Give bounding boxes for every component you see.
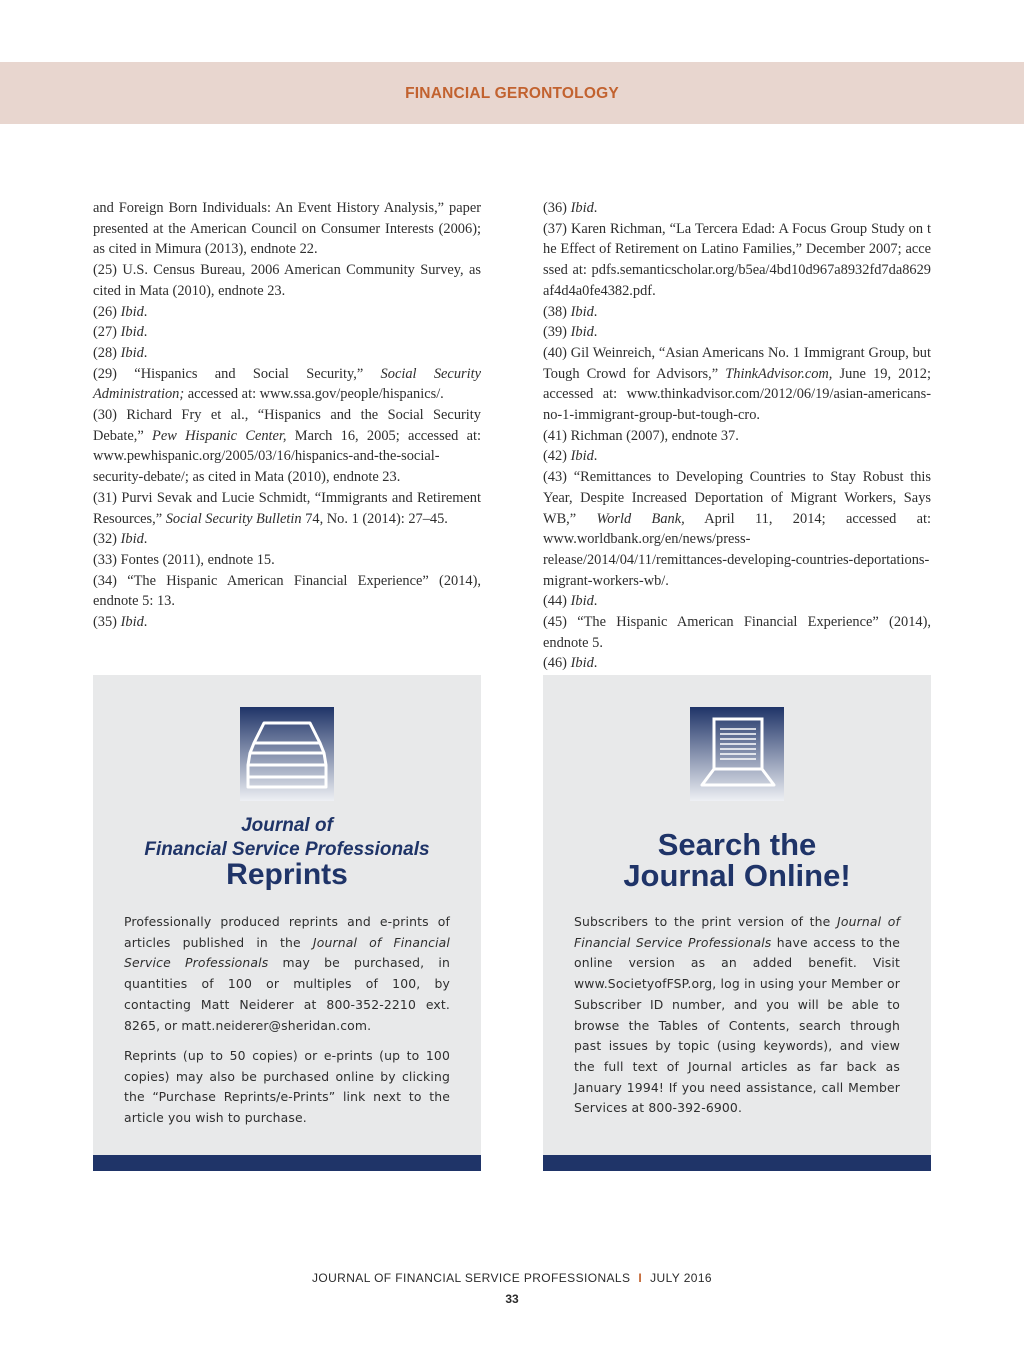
footer-journal-line [0,1271,1024,1285]
footer-date: JULY 2016 [650,1271,713,1285]
page-number: 33 [505,1292,519,1306]
reference-item: (28) Ibid. [93,344,148,361]
reference-item: (29) “Hispanics and Social Security,” Social Security Administration; accessed at: www.ssa.gov/people/hispanics/. [93,365,482,403]
references-left-column [93,198,481,633]
reference-item: (36) Ibid. [543,200,598,216]
reprints-paragraph-2: Reprints (up to 50 copies) or e-prints (up to 100 copies) may also be purchased online by clicking the “Purchase Reprints/e-Prints” link next to the article you wish to purchase. [124,1048,450,1126]
panel-footer-bar [93,1155,481,1171]
panel-footer-bar [543,1155,931,1171]
reference-item: (37) Karen Richman, “La Tercera Edad: A Focus Group Study on the Effect of Retirement on Latino Families,” December 2007; accessed at: pdfs.semanticscholar.org/b5ea/4bd10d967a8932fd7da8629af4d4a0fe4382.pdf. [543,220,931,299]
reference-item: (32) Ibid. [93,531,148,548]
reference-item: (30) Richard Fry et al., “Hispanics and the Social Security Debate,” Pew Hispanic Center, March 16, 2005; accessed at: www.pewhispanic.org/2005/03/16/hispanics-and-the-social-security-debate/; as cited in Mata (2010), endnote 23. [93,407,481,486]
reference-item: (33) Fontes (2011), endnote 15. [93,551,275,568]
reprints-paragraph-1: Professionally produced reprints and e-prints of articles published in the Journal of Financial Service Professionals may be purchased, in quantities of 100 or multiples of 100, by contacting Matt Neiderer at 800-352-2210 ext. 8265, or matt.neiderer@sheridan.com. [124,914,450,1033]
reference-item: (44) Ibid. [543,593,598,610]
search-title-line2: Journal Online! [623,858,851,893]
footer-journal-name: JOURNAL OF FINANCIAL SERVICE PROFESSIONALS [311,1271,631,1285]
reference-item: (39) Ibid. [543,324,598,341]
footer-separator: I [638,1271,643,1285]
reference-item: (46) Ibid. [543,655,598,672]
reference-item: (35) Ibid. [93,614,148,631]
reference-item: and Foreign Born Individuals: An Event History Analysis,” paper presented at the American Council on Consumer Interests (2006); as cited in Mimura (2013), endnote 22. [93,200,481,258]
reference-item: (41) Richman (2007), endnote 37. [543,427,739,444]
search-title-line1: Search the [657,827,817,862]
reprints-title: Reprints [226,858,348,891]
section-title: FINANCIAL GERONTOLOGY [405,85,619,102]
reference-item: (26) Ibid. [93,303,148,320]
reprints-title-line1: Journal of [241,815,333,836]
laptop-icon [690,707,784,801]
reference-item: (31) Purvi Sevak and Lucie Schmidt, “Immigrants and Retirement Resources,” Social Security Bulletin 74, No. 1 (2014): 27–45. [93,489,481,527]
reference-item: (38) Ibid. [543,303,598,320]
reference-item: (27) Ibid. [93,324,148,341]
stacked-pages-icon [240,707,334,801]
reprints-panel [93,675,481,1171]
reference-item: (43) “Remittances to Developing Countries to Stay Robust this Year, Despite Increased Deportation of Migrant Workers, Says WB,” World Bank, April 11, 2014; accessed at: www.worldbank.org/en/news/press-release/2014/04/11/remittances-developing-countries-deportations-migrant-workers-wb/. [543,469,932,589]
reference-item: (25) U.S. Census Bureau, 2006 American Community Survey, as cited in Mata (2010), endnote 23. [93,262,481,299]
references-right-column [543,198,931,674]
reference-item: (45) “The Hispanic American Financial Experience” (2014), endnote 5. [543,614,931,651]
reprints-title-line2: Financial Service Professionals [144,839,430,860]
reference-item: (40) Gil Weinreich, “Asian Americans No. 1 Immigrant Group, but Tough Crowd for Advisors,” ThinkAdvisor.com, June 19, 2012; accessed at: www.thinkadvisor.com/2012/06/19/asian-americans-no-1-immigrant-group-but-tough-cro. [543,344,931,424]
search-paragraph: Subscribers to the print version of the Journal of Financial Service Professionals have access to the online version as an added benefit. Visit www.SocietyofFSP.org, log in using your Member or Subscriber ID number, and you will be able to browse the Tables of Contents, search through past issues by topic (using keywords), and view the full text of Journal articles as far back as January 1994! If you need assistance, call Member Services at 800-392-6900. [574,914,900,1116]
search-online-panel [543,675,931,1171]
reference-item: (34) “The Hispanic American Financial Experience” (2014), endnote 5: 13. [93,572,481,610]
reference-item: (42) Ibid. [543,448,598,465]
